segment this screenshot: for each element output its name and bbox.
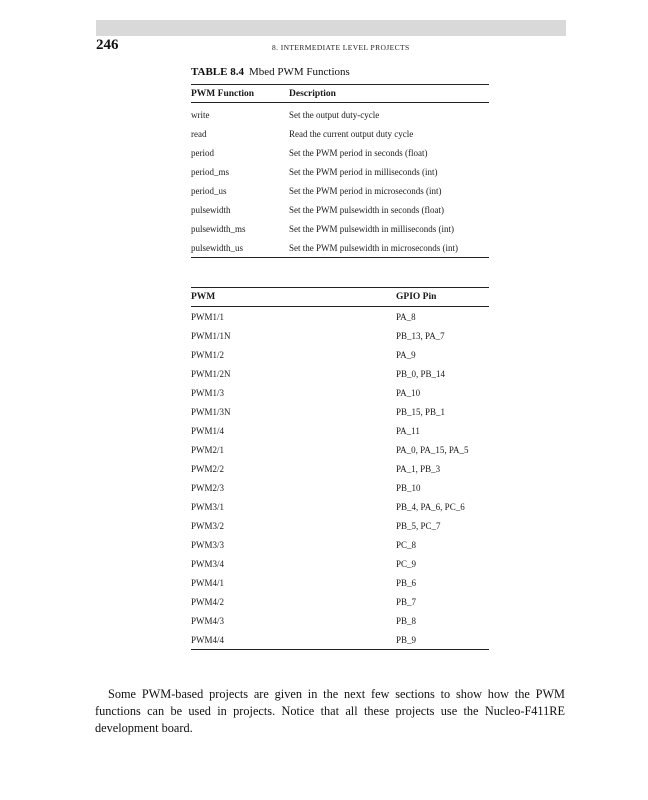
table-cell: write [191, 109, 210, 120]
table-row [191, 421, 489, 440]
table-cell: PWM1/1N [191, 330, 231, 341]
table-cell: pulsewidth_us [191, 238, 289, 258]
table-cell: Set the PWM period in seconds (float) [289, 147, 428, 158]
table-cell: PWM1/2 [191, 349, 225, 360]
table-cell: PC_9 [396, 558, 417, 569]
table-cell: Read the current output duty cycle [289, 128, 414, 139]
table-row [191, 103, 489, 125]
table-row [191, 402, 489, 421]
table-row [191, 516, 489, 535]
table-row [191, 497, 489, 516]
table-cell: Set the PWM period in microseconds (int) [289, 185, 442, 196]
table-cell: PC_8 [396, 539, 417, 550]
table-cell: period_us [191, 185, 227, 196]
table-cell: PA_0, PA_15, PA_5 [396, 444, 469, 455]
table-cell: PB_15, PB_1 [396, 406, 446, 417]
pwm-gpio-table [191, 287, 489, 650]
table-cell: PB_0, PB_14 [396, 368, 446, 379]
table-row [191, 535, 489, 554]
column-header: PWM [191, 288, 396, 307]
table-cell: PA_8 [396, 311, 416, 322]
table-row [191, 307, 489, 327]
pwm-functions-table-body [191, 103, 489, 258]
table-row [191, 630, 489, 650]
table-row [191, 200, 489, 219]
table-cell: pulsewidth_ms [191, 223, 246, 234]
table-row [191, 124, 489, 143]
table-row [191, 345, 489, 364]
table-cell: PWM4/4 [191, 630, 396, 650]
column-header: GPIO Pin [396, 288, 489, 307]
table-row [191, 592, 489, 611]
table-cell: PB_7 [396, 596, 417, 607]
table-cell: PB_13, PA_7 [396, 330, 445, 341]
column-header: Description [289, 85, 489, 103]
table-cell: period_ms [191, 166, 229, 177]
table-cell: PWM4/1 [191, 577, 225, 588]
table-cell: PWM1/2N [191, 368, 231, 379]
table-cell: PWM3/4 [191, 558, 225, 569]
table-row [191, 383, 489, 402]
pwm-gpio-table-body [191, 307, 489, 650]
table-cell: PA_11 [396, 425, 420, 436]
table-cell: PWM1/3 [191, 387, 225, 398]
table-row [191, 478, 489, 497]
table-cell: PA_9 [396, 349, 416, 360]
page-number: 246 [96, 37, 119, 53]
table-title: Mbed PWM Functions [248, 66, 350, 78]
table-cell: PWM1/1 [191, 311, 225, 322]
table-row [191, 459, 489, 478]
table-cell: Set the PWM pulsewidth in seconds (float) [289, 204, 444, 215]
table-cell: read [191, 128, 207, 139]
table-cell: PWM2/3 [191, 482, 225, 493]
pwm-functions-table [191, 84, 489, 258]
table-label: TABLE 8.4 [191, 66, 244, 78]
table-cell: PWM4/2 [191, 596, 225, 607]
table-cell: PWM1/3N [191, 406, 231, 417]
table-cell: Set the PWM period in milliseconds (int) [289, 166, 438, 177]
table-row [191, 143, 489, 162]
running-header-band [96, 20, 566, 36]
table-cell: Set the output duty-cycle [289, 109, 380, 120]
table-cell: PB_8 [396, 615, 417, 626]
running-head: 8. INTERMEDIATE LEVEL PROJECTS [272, 43, 410, 52]
table-cell: PB_10 [396, 482, 421, 493]
table-row [191, 238, 489, 258]
table-caption [191, 66, 350, 78]
table-row [191, 181, 489, 200]
table-cell: PA_1, PB_3 [396, 463, 441, 474]
table-cell: PA_10 [396, 387, 421, 398]
table-cell: PWM3/2 [191, 520, 225, 531]
table-cell: PWM2/1 [191, 444, 225, 455]
table-cell: Set the PWM pulsewidth in milliseconds (int) [289, 223, 454, 234]
table-cell: PWM3/1 [191, 501, 225, 512]
table-cell: PWM3/3 [191, 539, 225, 550]
table-row [191, 326, 489, 345]
table-cell: PWM1/4 [191, 425, 225, 436]
table-cell: PB_5, PC_7 [396, 520, 441, 531]
table-header-row [191, 288, 489, 307]
table-cell: PB_6 [396, 577, 417, 588]
table-cell: PWM2/2 [191, 463, 225, 474]
body-paragraph: Some PWM-based projects are given in the next few sections to show how the PWM functions can be used in projects. Notice that all these projects use the Nucleo-F411RE development board. [95, 687, 565, 736]
table-row [191, 219, 489, 238]
table-header-row [191, 85, 489, 103]
table-cell: PB_4, PA_6, PC_6 [396, 501, 465, 512]
table-row [191, 611, 489, 630]
table-cell: PB_9 [396, 630, 489, 650]
table-cell: Set the PWM pulsewidth in microseconds (int) [289, 238, 489, 258]
table-cell: period [191, 147, 214, 158]
table-row [191, 554, 489, 573]
table-row [191, 573, 489, 592]
table-cell: PWM4/3 [191, 615, 225, 626]
table-row [191, 162, 489, 181]
column-header: PWM Function [191, 85, 289, 103]
table-row [191, 364, 489, 383]
table-cell: pulsewidth [191, 204, 231, 215]
table-row [191, 440, 489, 459]
